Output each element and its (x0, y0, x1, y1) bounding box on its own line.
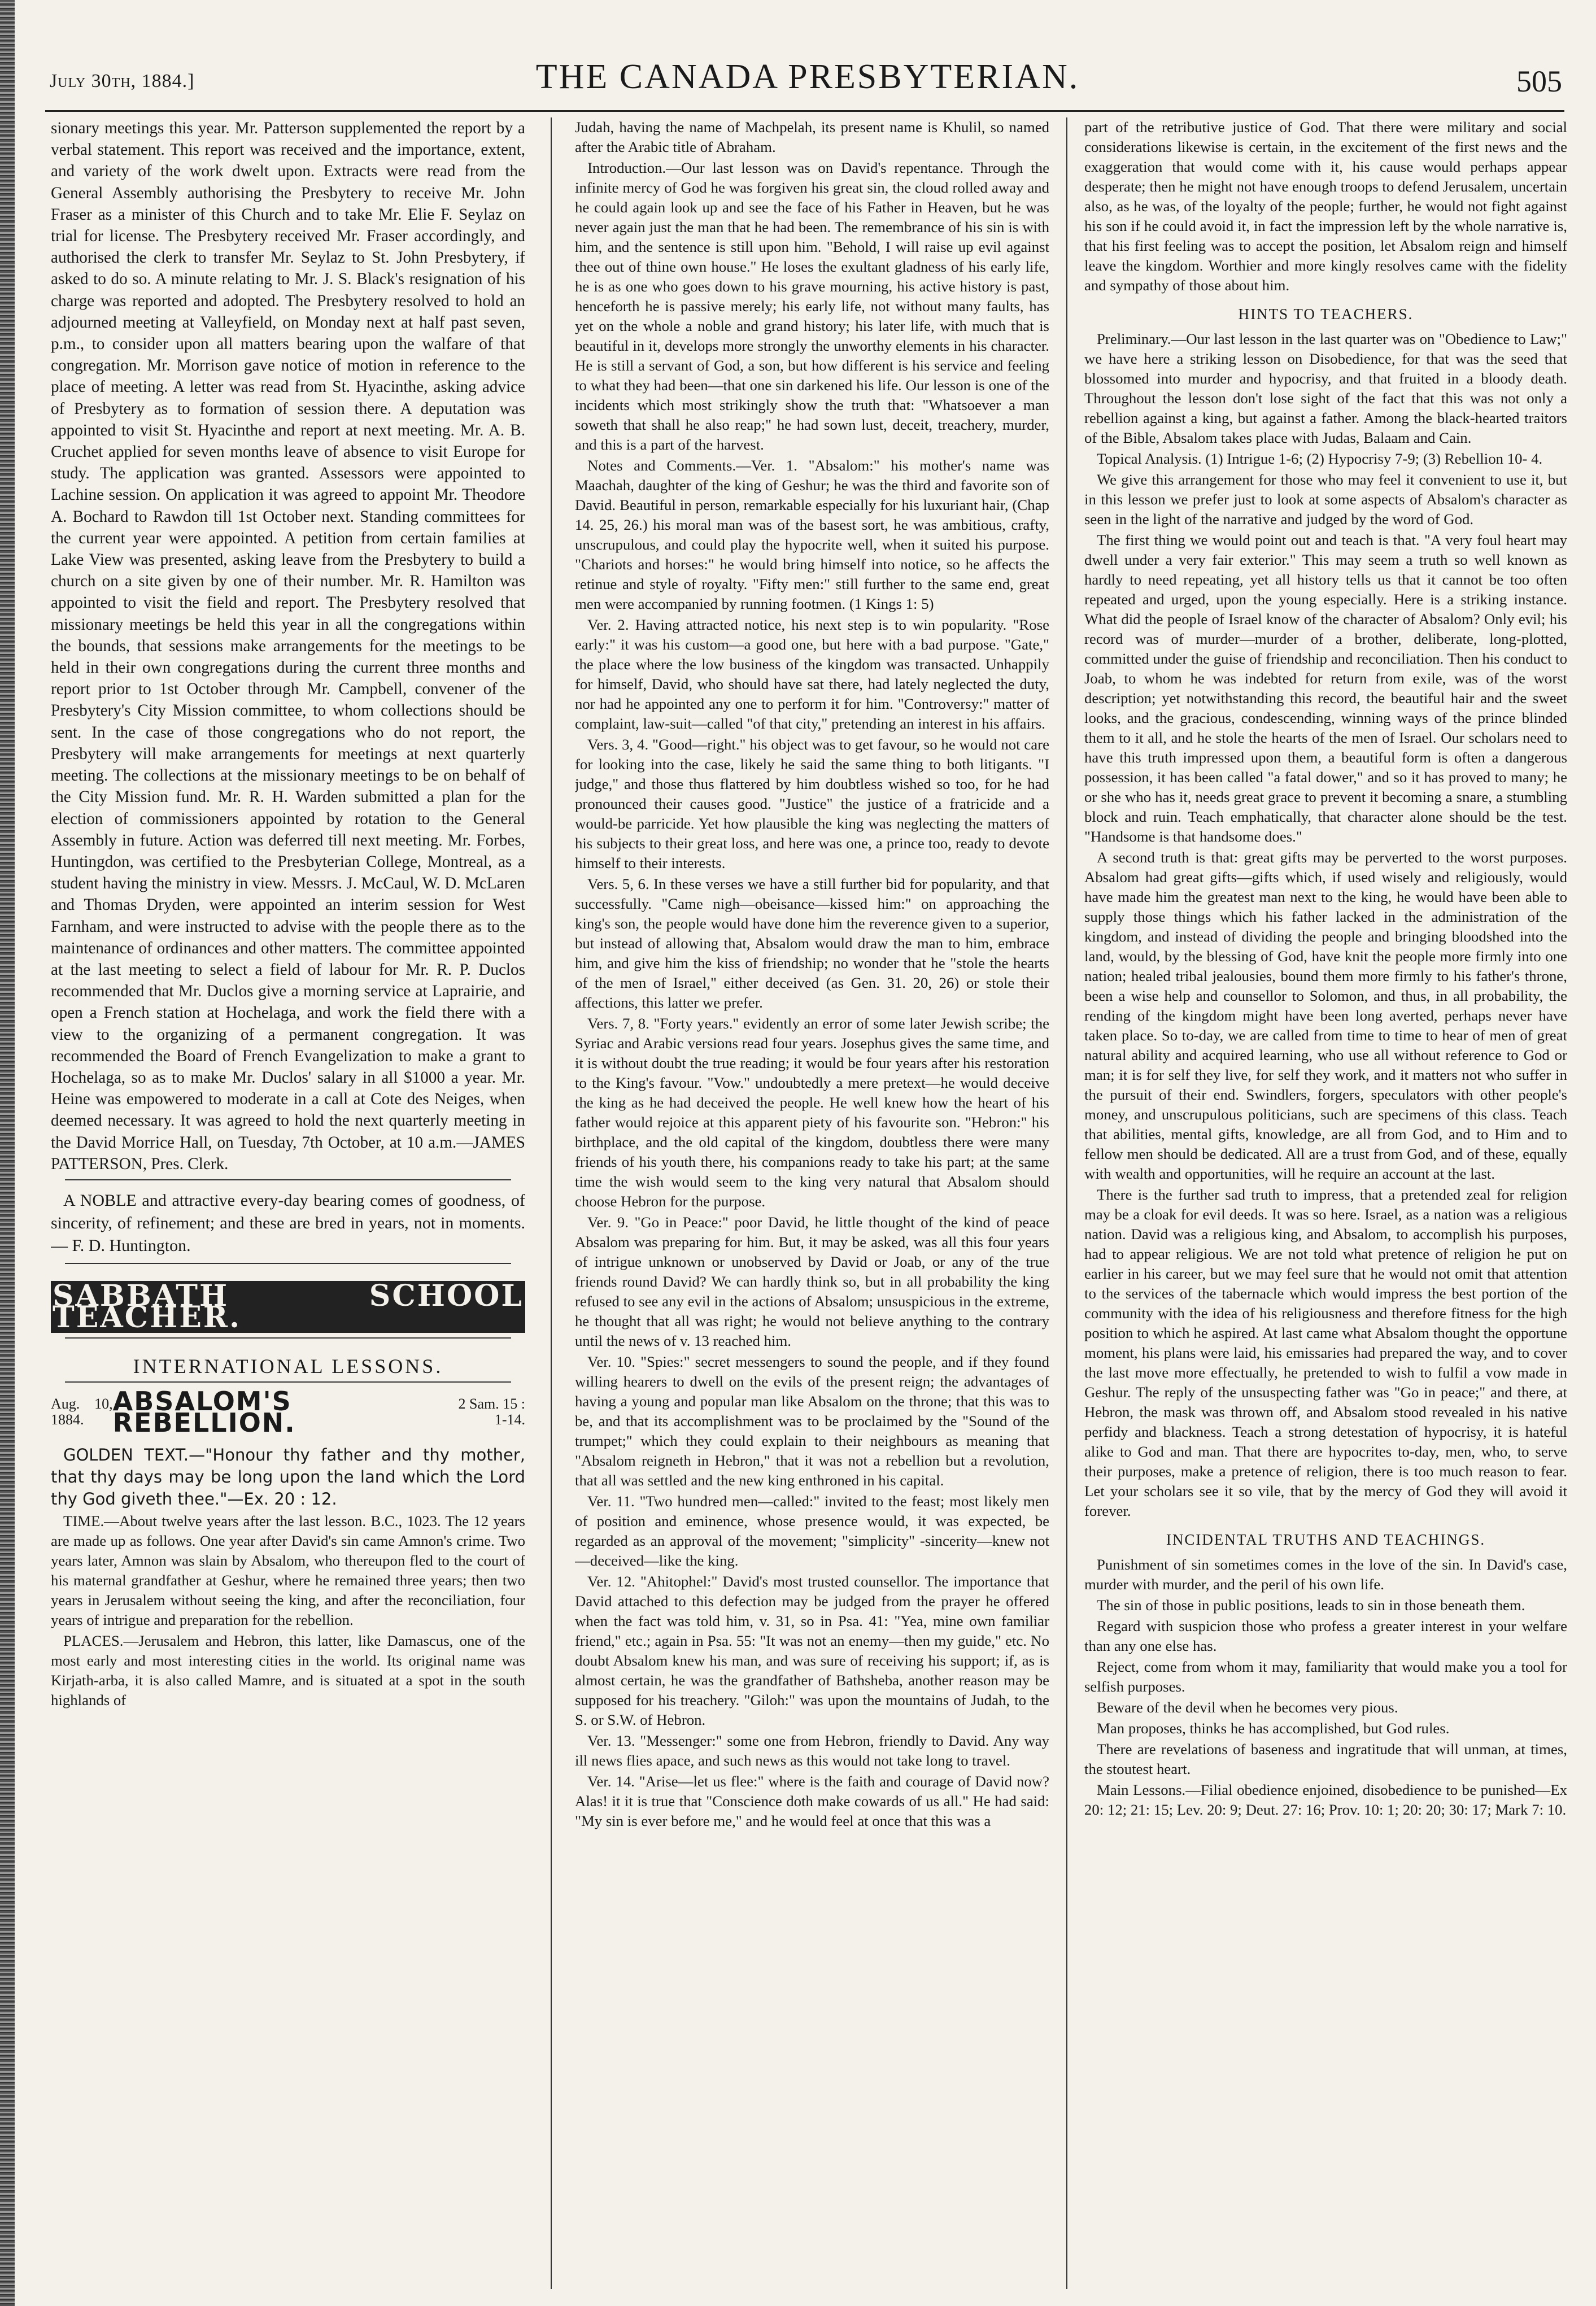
column-2 (575, 117, 1049, 2289)
hint-paragraph: We give this arrangement for those who may feel it convenient to use it, but in this lesson we prefer just to look at some aspects of Absalom's character as seen in the light of the narrative and judged by the word of God. (1084, 471, 1567, 528)
separator (65, 1337, 511, 1339)
notes-and-comments: Notes and Comments.—Ver. 1. "Absalom:" his mother's name was Maachah, daughter of the king of Geshur; he was the third and favorite son of David. Beautiful in person, remarkable especially for his luxuriant hair, (Chap 14. 25, 26.) his moral man was of the basest sort, he was ambitious, crafty, unscrupulous, and could play the hypocrite well, when it suited his purpose. "Chariots and horses:" he would bring himself into notice, so he affects the retinue and style of royalty. "Fifty men:" still further to the same end, great men were accompanied by running footmen. (1 Kings 1: 5) (575, 457, 1049, 612)
truth-item: Reject, come from whom it may, familiarity that would make you a tool for selfish purposes. (1084, 1658, 1567, 1695)
note-verse: Ver. 2. Having attracted notice, his next step is to win popularity. "Rose early:" it was his custom—a good one, but here with a bad purpose. "Gate," the place where the low business of the kingdom was transacted. Unhappily for himself, David, who should have sat there, had lately neglected the duty, nor had he appointed any one to perform it for him. "Controversy:" matter of complaint, law-suit—called "of that city," pretending an interest in his affairs. (575, 616, 1049, 732)
lesson-title-row (51, 1386, 525, 1438)
note-verse: Ver. 11. "Two hundred men—called:" invited to the feast; most likely men of position and eminence, whose presence would, it was expected, be regarded as an approval of the movement; "simplicity" -sincerity—knew not—deceived—like the king. (575, 1493, 1049, 1569)
hint-paragraph: A second truth is that: great gifts may be perverted to the worst purposes. Absalom had great gifts—gifts which, if used wisely and religiously, would have made him the greatest man next to the king, he would have been able to supply those things which his father lacked in the administration of the kingdom, and instead of dividing the people and bringing bloodshed into the land, would, by the blessing of God, have knit the people more firmly into one nation; healed tribal jealousies, bound them more firmly to his father's throne, been a wise help and counsellor to Solomon, and thus, in all probability, the rending of the kingdom might have been long averted, perhaps never have taken place. So to-day, we are called from time to time to hear of men of great natural ability and acquired learning, who use all without reference to God or man; it is for self they live, for self they work, and it matters not who suffer in the pursuit of their end. Swindlers, forgers, speculators with other people's money, and unscrupulous politicians, such are specimens of this class. Teach that abilities, mental gifts, knowledge, are all from God, and to Him and to fellow men should be dedicated. All are a trust from God, and of these, equally with wealth and opportunities, will he require an account at the last. (1084, 849, 1567, 1183)
lesson-scripture-ref: 2 Sam. 15 : 1-14. (458, 1396, 525, 1428)
note-verse: Vers. 3, 4. "Good—right." his object was to get favour, so he would not care for looking into the case, likely he said the same thing to both litigants. "I judge," and those thus flattered by him doubtless wished so too, for he had pronounced their causes good. "Justice" the justice of a fratricide and a would-be parricide. Yet how plausible the king was neglecting the matters of his subjects to their great loss, and here was one, a prince too, ready to devote himself to their interests. (575, 736, 1049, 871)
lesson-places: PLACES.—Jerusalem and Hebron, this latter, like Damascus, one of the most early and most interesting cities in the world. Its original name was Kirjath-arba, it is also called Mamre, and is situated at a spot in the south highlands of (51, 1632, 525, 1708)
column-3 (1084, 117, 1567, 2289)
banner-text: SABBATH SCHOOL TEACHER. (53, 1278, 524, 1335)
separator (65, 1263, 511, 1264)
issue-date: July 30th, 1884.] (50, 71, 195, 91)
truth-item: Regard with suspicion those who profess a greater interest in your welfare than any one else has. (1084, 1618, 1567, 1655)
note-verse: Vers. 5, 6. In these verses we have a still further bid for popularity, and that successfully. "Came nigh—obeisance—kissed him:" on approaching the king's son, the people would have done him the reverence given to a superior, but instead of allowing that, Absalom would draw the man to him, embrace him, and give him the kiss of friendship; no wonder that he "stole the hearts of the men of Israel," either deceived (as Gen. 31. 20, 26) or stole their affections, this latter we prefer. (575, 875, 1049, 1011)
golden-text: GOLDEN TEXT.—"Honour thy father and thy mother, that thy days may be long upon the land which the Lord thy God giveth thee."—Ex. 20 : 12. (51, 1445, 525, 1509)
lesson-title: ABSALOM'S REBELLION. (112, 1386, 296, 1438)
international-lessons-heading: INTERNATIONAL LESSONS. (133, 1354, 443, 1378)
hint-paragraph: Topical Analysis. (1) Intrigue 1-6; (2) Hypocrisy 7-9; (3) Rebellion 10- 4. (1097, 450, 1543, 468)
note-verse: Ver. 12. "Ahitophel:" David's most trusted counsellor. The importance that David attached to this defection may be judged from the prayer he offered when the fact was told him, v. 31, so in Psa. 41: "Yea, mine own familiar friend," etc.; again in Psa. 55: "It was not an enemy—then my guide," etc. No doubt Absalom knew his man, and was sure of receiving his support; if, as is almost certain, he was the grandfather of Bathsheba, another reason may be supposed for his treachery. "Giloh:" was upon the mountains of Judah, to the S. or S.W. of Hebron. (575, 1573, 1049, 1728)
separator (65, 1381, 511, 1383)
main-lessons: Main Lessons.—Filial obedience enjoined, disobedience to be punished—Ex 20: 12; 21: 15; Lev. 20: 9; Deut. 27: 16; Prov. 10: 1; 20: 20; 30: 17; Mark 7: 10. (1084, 1781, 1567, 1819)
incidental-truths-heading: INCIDENTAL TRUTHS AND TEACHINGS. (1166, 1531, 1486, 1549)
hint-paragraph: There is the further sad truth to impress, that a pretended zeal for religion may be a cloak for evil deeds. It was so here. Israel, as a nation was a religious nation. David was a religious king, and Absalom, to accomplish his purposes, had to appear religious. We are not told what pretence of religion he put on earlier in his career, but we may feel sure that he would not omit that attention to the services of the tabernacle which would impress the best portion of the community with the idea of his religiousness and therefore fitness for the high position to which he aspired. At last came what Absalom thought the opportune moment, his plans were laid, his emissaries had prepared the way, and to cover the last move more effectually, he pretended to wish to fulfil a vow made in Geshur. The reply of the unsuspecting father was "Go in peace;" and there, at Hebron, the mask was thrown off, and Absalom stood revealed in his native perfidy and blackness. Teach a strong detestation of hypocrisy, it is hateful alike to God and man. That there are hypocrites to-day, men, who, to serve their purposes, make a pretence of religion, there is too much reason to fear. Let your scholars see it so vile, that by the mercy of God they will avoid it forever. (1084, 1186, 1567, 1520)
column-divider (1066, 117, 1067, 2289)
hint-paragraph: Preliminary.—Our last lesson in the last quarter was on "Obedience to Law;" we have here a striking lesson on Disobedience, for that was the seed that blossomed into murder and hypocrisy, and that fruited in a bloody death. Throughout the lesson don't lose sight of the fact that this was not only a rebellion against a king, but against a father. Among the black-hearted traitors of the Bible, Absalom takes place with Judas, Balaam and Cain. (1084, 330, 1567, 447)
presbytery-report: sionary meetings this year. Mr. Patterson supplemented the report by a verbal statement. This report was received and the importance, extent, and variety of the work dwelt upon. Extracts were read from the General Assembly authorising the Presbytery to receive Mr. John Fraser as a minister of this Church and to take Mr. Elie F. Seylaz on trial for license. The Presbytery received Mr. Fraser accordingly, and authorised the clerk to transfer Mr. Seylaz to St. John Presbytery, if asked to do so. A minute relating to Mr. J. S. Black's resignation of his charge was reported and adopted. The Presbytery resolved to hold an adjourned meeting at Valleyfield, on Monday next at half past seven, p.m., to consider upon all matters bearing upon the walfare of that congregation. Mr. Morrison gave notice of motion in reference to the place of meeting. A letter was read from St. Hyacinthe, asking advice of Presbytery as to formation of session there. A deputation was appointed to visit St. Hyacinthe and report at next meeting. Mr. A. B. Cruchet applied for seven months leave of absence to visit Europe for study. The application was granted. Assessors were appointed to Lachine session. On application it was agreed to appoint Mr. Theodore A. Bochard to Rawdon till 1st October next. Standing committees for the current year were appointed. A petition from certain families at Lake View was presented, asking leave from the Presbytery to build a church on a site given by one of their number. Mr. R. Hamilton was appointed to visit the field and report. The Presbytery resolved that missionary meetings be held this year in all the congregations within the bounds, that sessions make arrangements for the meetings to be held in their own congregations during the current three months and report prior to 1st October through Mr. Campbell, convener of the Presbytery's City Mission committee, to whom collections should be sent. In the case of those congregations who do not report, the Presbytery will make arrangements for meetings at next quarterly meeting. The collections at the missionary meetings to be on behalf of the City Mission fund. Mr. R. H. Warden submitted a plan for the election of commissioners appointed by rotation to the General Assembly in future. Action was deferred till next meeting. Mr. Forbes, Huntingdon, was certified to the Presbyterian College, Montreal, as a student having the ministry in view. Messrs. J. McCaul, W. D. McLaren and Thomas Dryden, were appointed an interim session for West Farnham, and were instructed to advise with the people there as to the maintenance of ordinances and other matters. The committee appointed at the last meeting to select a field of labour for Mr. R. P. Duclos recommended that Mr. Duclos give a morning service at Laprairie, and open a French station at Hochelaga, and work the field there with a view to the organizing of a permanent congregation. It was recommended the Board of French Evangelization to make a grant to Hochelaga, so as to make Mr. Duclos' salary in all $1000 a year. Mr. Heine was empowered to moderate in a call at Cote des Neiges, when deemed necessary. It was agreed to hold the next quarterly meeting in the David Morrice Hall, on Tuesday, 7th October, at 10 a.m.—JAMES PATTERSON, Pres. Clerk. (51, 119, 525, 1173)
page-number: 505 (1516, 64, 1562, 98)
page-header (45, 54, 1570, 104)
column-1 (51, 117, 525, 2289)
lesson-date: Aug. 10, 1884. (51, 1396, 113, 1428)
separator (65, 1179, 511, 1180)
truth-item: Man proposes, thinks he has accomplished, but God rules. (1097, 1720, 1450, 1737)
note-verse: Ver. 9. "Go in Peace:" poor David, he little thought of the kind of peace Absalom was preparing for him. But, it may be asked, was all this four years of intrigue unknown or unobserved by David or Joab, or any of the true friends round David? We can hardly think so, but in all probability the king refused to see any evil in the actions of Absalom; unsuspicious in the extreme, he thought that all was right; he would not believe anything to the contrary until the news of v. 13 reached him. (575, 1214, 1049, 1349)
note-verse: Ver. 14. "Arise—let us flee:" where is the faith and courage of David now? Alas! it it is true that "Conscience doth make cowards of us all." He had said: "My sin is ever before me," and he would feel at once that this was a (575, 1773, 1049, 1829)
huntington-quote: A NOBLE and attractive every-day bearing comes of goodness, of sincerity, of refinement; and these are bred in years, not in moments.— F. D. Huntington. (51, 1191, 525, 1255)
truth-item: There are revelations of baseness and ingratitude that will unman, at times, the stoutest heart. (1084, 1741, 1567, 1778)
note-verse: Ver. 10. "Spies:" secret messengers to sound the people, and if they found willing hearers to dwell on the evils of the present reign; the advantages of having a young and popular man like Absalom on the throne; that this was to be, and that its accomplishment was to be proclaimed by the "Sound of the trumpet;" which they could explain to their neighbours as meaning that "Absalom reigneth in Hebron," that it was not a rebellion but a revolution, that all was settled and the new king enthroned in his capital. (575, 1353, 1049, 1489)
hints-heading: HINTS TO TEACHERS. (1238, 306, 1414, 322)
introduction: Introduction.—Our last lesson was on David's repentance. Through the infinite mercy of God he was forgiven his great sin, the cloud rolled away and he could again look up and see the face of his Father in Heaven, but he was never again just the man that he had been. The remembrance of his sin is with him, and the sentence is still upon him. "Behold, I will raise up evil against thee out of thine own house." He loses the exultant gladness of his early life, he is as one who goes down to his grave mourning, his active history is past, henceforth he is passive merely; his early life, not without many faults, has yet on the whole a noble and grand history; his later life, with much that is beautiful in it, develops more strongly the unworthy elements in his character. He is still a servant of God, a son, but how different is his service and feeling to what they had been—that one sin darkened his life. Our lesson is one of the incidents which most strikingly show the truth that: "Whatsoever a man soweth that shall he also reap;" he had sown lust, deceit, treachery, murder, and this is a part of the harvest. (575, 159, 1049, 453)
truth-item: Punishment of sin sometimes comes in the love of the sin. In David's case, murder with murder, and the peril of his own life. (1084, 1556, 1567, 1593)
truth-item: Beware of the devil when he becomes very pious. (1097, 1699, 1398, 1716)
paragraph: part of the retributive justice of God. That there were military and social considerations likewise is certain, in the excitement of the first news and the exaggeration that would come with it, his cause would perhaps appear desperate; then he might not have enough troops to defend Jerusalem, uncertain also, as he was, of the loyalty of the people; further, he would not fight against his son if he could avoid it, in fact the impression left by the whole narrative is, that his first feeling was to accept the position, let Absalom reign and himself leave the kingdom. Worthier and more kingly resolves came with the fidelity and sympathy of those about him. (1084, 119, 1567, 294)
header-rule (45, 110, 1564, 112)
lesson-time: TIME.—About twelve years after the last lesson. B.C., 1023. The 12 years are made up as follows. One year after David's sin came Amnon's crime. Two years later, Amnon was slain by Absalom, who thereupon fled to the court of his maternal grandfather at Geshur, where he remained three years; then two years in Jerusalem without seeing the king, and after the reconciliation, four years of intrigue and preparation for the rebellion. (51, 1512, 525, 1628)
column-divider (551, 117, 552, 2289)
note-verse: Vers. 7, 8. "Forty years." evidently an error of some later Jewish scribe; the Syriac and Arabic versions read four years. Josephus gives the same time, and it is without doubt the true reading; it would be four years after his restoration to the King's favour. "Vow." undoubtedly a mere pretext—he would deceive the king as he had deceived the people. He well knew how the heart of his father would rejoice at this apparent piety of his favourite son. "Hebron:" his birthplace, and the old capital of the kingdom, doubtless there were many friends of his youth there, his companions ready to take his part; at the same time the wish would seem to the king very natural that Absalom should choose Hebron for the purpose. (575, 1015, 1049, 1210)
truth-item: The sin of those in public positions, leads to sin in those beneath them. (1097, 1597, 1525, 1614)
hint-paragraph: The first thing we would point out and teach is that. "A very foul heart may dwell under a very fair exterior." This may seem a truth so well known as hardly to need repeating, yet all history tells us that it cannot be too often repeated and urged, upon the young especially. Here is a striking instance. What did the people of Israel know of the character of Absalom? Only evil; his record was of murder—murder of a brother, deliberate, long-plotted, committed under the guise of friendship and reconciliation. Then his conduct to Joab, to whom he was indebted for return from exile, was of the worst description; yet notwithstanding this record, the beautiful hair and the sweet looks, and the gracious, condescending, winning ways of the prince blinded them to it all, and he stole the hearts of the men of Israel. Our scholars need to have this truth impressed upon them, a beautiful form is often a dangerous possession, it has been called "a fatal dower," and so it has proved to many; he or she who has it, needs great grace to prevent it becoming a snare, a stumbling block and ruin. Teach emphatically, that character alone should be the test. "Handsome is that handsome does." (1084, 531, 1567, 845)
scan-edge (0, 0, 15, 2306)
note-verse: Ver. 13. "Messenger:" some one from Hebron, friendly to David. Any way ill news flies apace, and such news as this would not take long to travel. (575, 1732, 1049, 1769)
newspaper-title: THE CANADA PRESBYTERIAN. (535, 58, 1080, 96)
section-banner (51, 1278, 525, 1335)
paragraph: Judah, having the name of Machpelah, its present name is Khulil, so named after the Arabic title of Abraham. (575, 119, 1049, 155)
